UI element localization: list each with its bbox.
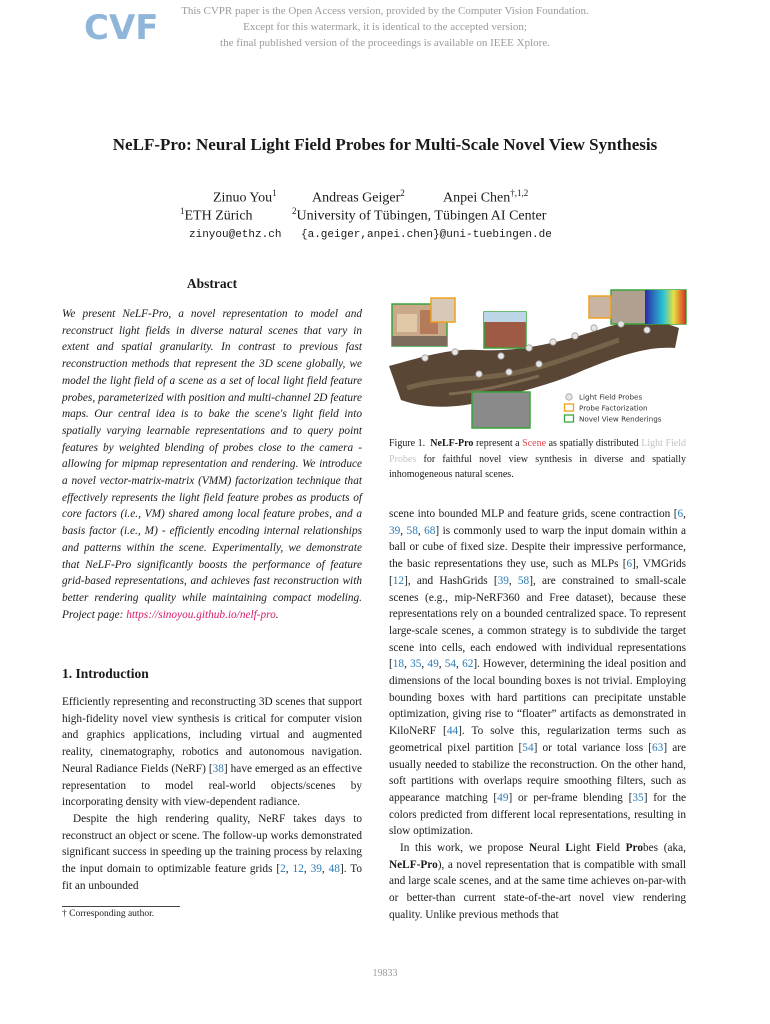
author-3: Anpei Chen$^{\dagger,1,2}$ (443, 188, 529, 206)
citation-link[interactable]: 49 (427, 658, 439, 671)
citation-link[interactable]: 44 (446, 725, 459, 738)
depth-rendering (645, 290, 686, 324)
citation-link[interactable]: 38 (212, 762, 224, 775)
citation-link[interactable]: 62 (462, 658, 474, 671)
right-paragraph-2: In this work, we propose Neural Light Field Probes (aka, NeLF-Pro), a novel representation that is compatible with small and large scale scenes, and at the same time achieves on-par-with or better-than current state-of-the-art novel view rendering quality. Unlike previous methods that (389, 842, 686, 921)
abstract-heading: Abstract (186, 276, 238, 291)
citation-link[interactable]: 58 (517, 574, 530, 587)
citation-link[interactable]: 49 (497, 791, 509, 804)
intro-paragraph-1: Efficiently representing and reconstructing 3D scenes that support high-fidelity novel view synthesis is critical for computer vision and graphics applications, including virtual and augmented reality, cinematography, robotics and autonomous navigation. Neural Radiance Fields (NeRF) [38] have emerged as an effective representation to model real-world objects/scenes by incorporating density with view-dependent radiance. (62, 696, 362, 809)
watermark-line-3: the final published version of the proceedings is available on IEEE Xplore. (220, 37, 550, 49)
watermark-line-2: Except for this watermark, it is identical to the accepted version; (243, 21, 527, 33)
watermark (150, 3, 620, 51)
citation-link[interactable]: 54 (522, 741, 534, 754)
email-2[interactable]: {a.geiger,anpei.chen}@uni-tuebingen.de (301, 229, 552, 241)
watermark-line-1: This CVPR paper is the Open Access version, provided by the Computer Vision Foundation. (181, 5, 589, 17)
citation-link[interactable]: 63 (652, 741, 664, 754)
citation-link[interactable]: 2 (280, 863, 286, 876)
citation-link[interactable]: 6 (677, 508, 684, 520)
page-number: 19833 (372, 968, 398, 979)
affiliation-2: $^2$University of Tübingen, Tübingen AI Center (292, 206, 547, 224)
legend-novel-view-renderings: Novel View Renderings (579, 414, 662, 424)
citation-link[interactable]: 12 (292, 863, 304, 876)
author-1: Zinuo You$^1$ (213, 188, 277, 206)
intro-paragraph-2: Despite the high rendering quality, NeRF takes days to reconstruct an object or scene. The follow-up works demonstrated significant success in speeding up the training process by relaxing the input domain to optimizable feature grids [2, 12, 39, 48]. To fit an unbounded (62, 812, 362, 892)
probe-factorization-1 (431, 298, 455, 322)
footnote: † Corresponding author. (62, 909, 155, 919)
citation-link[interactable]: 58 (406, 524, 418, 537)
affiliation-1: $^1$ETH Zürich (180, 206, 253, 224)
author-2: Andreas Geiger$^2$ (312, 188, 405, 206)
citation-link[interactable]: 39 (497, 574, 509, 587)
legend-factorization-swatch (565, 404, 574, 411)
citation-link[interactable]: 18 (392, 658, 405, 671)
abstract-text: We present NeLF-Pro, a novel representation to model and reconstruct light fields in diverse natural scenes that vary in extent and spatial granularity. In contrast to previous fast reconstruction methods that represent the 3D scene globally, we model the light field of a scene as a set of local light field feature probes, parameterized with position and multi-channel 2D feature maps. Our central idea is to bake the scene's light field into spatially varying learnable representations and to query point features by weighted blending of probes close to the camera - allowing for mipmap representation and rendering. We introduce a novel vector-matrix-matrix (VMM) factorization technique that effectively represents the light field feature probes as products of core factors (i.e., VM) shared among local feature probes, and a basis factor (i.e., M) - efficiently encoding internal relationships and patterns within the scene. Experimentally, we demonstrate that NeLF-Pro significantly boosts the performance of feature grid-based representations, and achieves fast reconstruction with better rendering quality while maintaining compact modeling. Project page: https://sinoyou.github.io/nelf-pro. (62, 308, 362, 621)
citation-link[interactable]: 68 (424, 524, 436, 537)
citation-link[interactable]: 39 (389, 524, 401, 537)
email-1[interactable]: zinyou@ethz.ch (189, 229, 282, 241)
citation-link[interactable]: 39 (310, 863, 322, 876)
legend-probe-factorization: Probe Factorization (579, 403, 648, 413)
footnote-rule (62, 906, 180, 907)
citation-link[interactable]: 12 (392, 574, 405, 587)
citation-link[interactable]: 54 (444, 658, 457, 671)
cvf-logo (82, 6, 159, 48)
citation-link[interactable]: 6 (626, 558, 633, 571)
abstract-body: We present NeLF-Pro, a novel representation to model and reconstruct light fields in diverse natural scenes that vary in extent and spatial granularity. In contrast to previous fast reconstruction methods that represent the 3D scene globally, we model the light field of a scene as a set of local light field feature probes, parameterized with position and multi-channel 2D feature maps. Our central idea is to bake the scene's light field into spatially varying learnable representations and to query point features by weighted blending of probes close to the camera - allowing for mipmap representation and rendering. We introduce a novel vector-matrix-matrix (VMM) factorization technique that effectively represents the light field feature probes as products of core factors (i.e., VM) shared among local feature probes, and a basis factor (i.e., M) - efficiently encoding internal relationships and patterns within the scene. Experimentally, we demonstrate that NeLF-Pro significantly boosts the performance of feature grid-based representations, and achieves fast reconstruction with better rendering quality while maintaining compact modeling. Project page: (62, 308, 362, 621)
project-page-link[interactable]: https://sinoyou.github.io/nelf-pro (126, 608, 276, 621)
figure-1-caption: Figure 1. NeLF-Pro represent a Scene as spatially distributed Light Field Probes for faithful novel view synthesis in diverse and spatially inhomogeneous natural scenes. (389, 438, 687, 480)
probe-factorization-2 (589, 296, 611, 318)
cvf-logo-text: CVF (84, 8, 159, 48)
introduction-text (62, 694, 362, 894)
right-column-text (389, 506, 686, 924)
legend-probe-swatch (566, 394, 572, 400)
citation-link[interactable]: 48 (328, 863, 340, 876)
citation-link[interactable]: 35 (632, 791, 644, 804)
figure-1-illustration (389, 288, 689, 428)
paper-title: NeLF-Pro: Neural Light Field Probes for Multi-Scale Novel View Synthesis (112, 135, 658, 154)
introduction-heading: 1. Introduction (62, 666, 149, 681)
legend-novel-view-swatch (565, 415, 574, 422)
right-paragraph-1: scene into bounded MLP and feature grids, scene contraction [6, 39, 58, 68] is commonly used to warp the input domain within a ball or cube of fixed size. Despite their impressive performance, the basic representations they use, such as MLPs [6], VMGrids [12], and HashGrids [39, 58], are constrained to small-scale scenes (e.g., mip-NeRF360 and Free dataset), because these representations rely on a bounded centralized space. To represent large-scale scenes, a common strategy is to subdivide the target scene into cells, each endowed with individual representations [18, 35, 49, 54, 62]. However, determining the ideal position and dimensions of the local bounding boxes is not trivial. Employing bounding boxes with hard partitions can precipitate unstable optimization, giving rise to “floater” artifacts as demonstrated in KiloNeRF [44]. To solve this, regularization terms such as geometrical pixel partition [54] or total variance loss [63] are usually needed to stabilize the reconstruction. On the other hand, soft partitions with overlaps require smoothing filters, such as appearance matching [49] or per-frame blending [35] for the colors predicted from different local representations, resulting in slow optimization. (389, 508, 687, 838)
novel-view-rendering-4 (472, 392, 530, 428)
legend-light-field-probes: Light Field Probes (579, 392, 643, 402)
citation-link[interactable]: 35 (410, 658, 422, 671)
